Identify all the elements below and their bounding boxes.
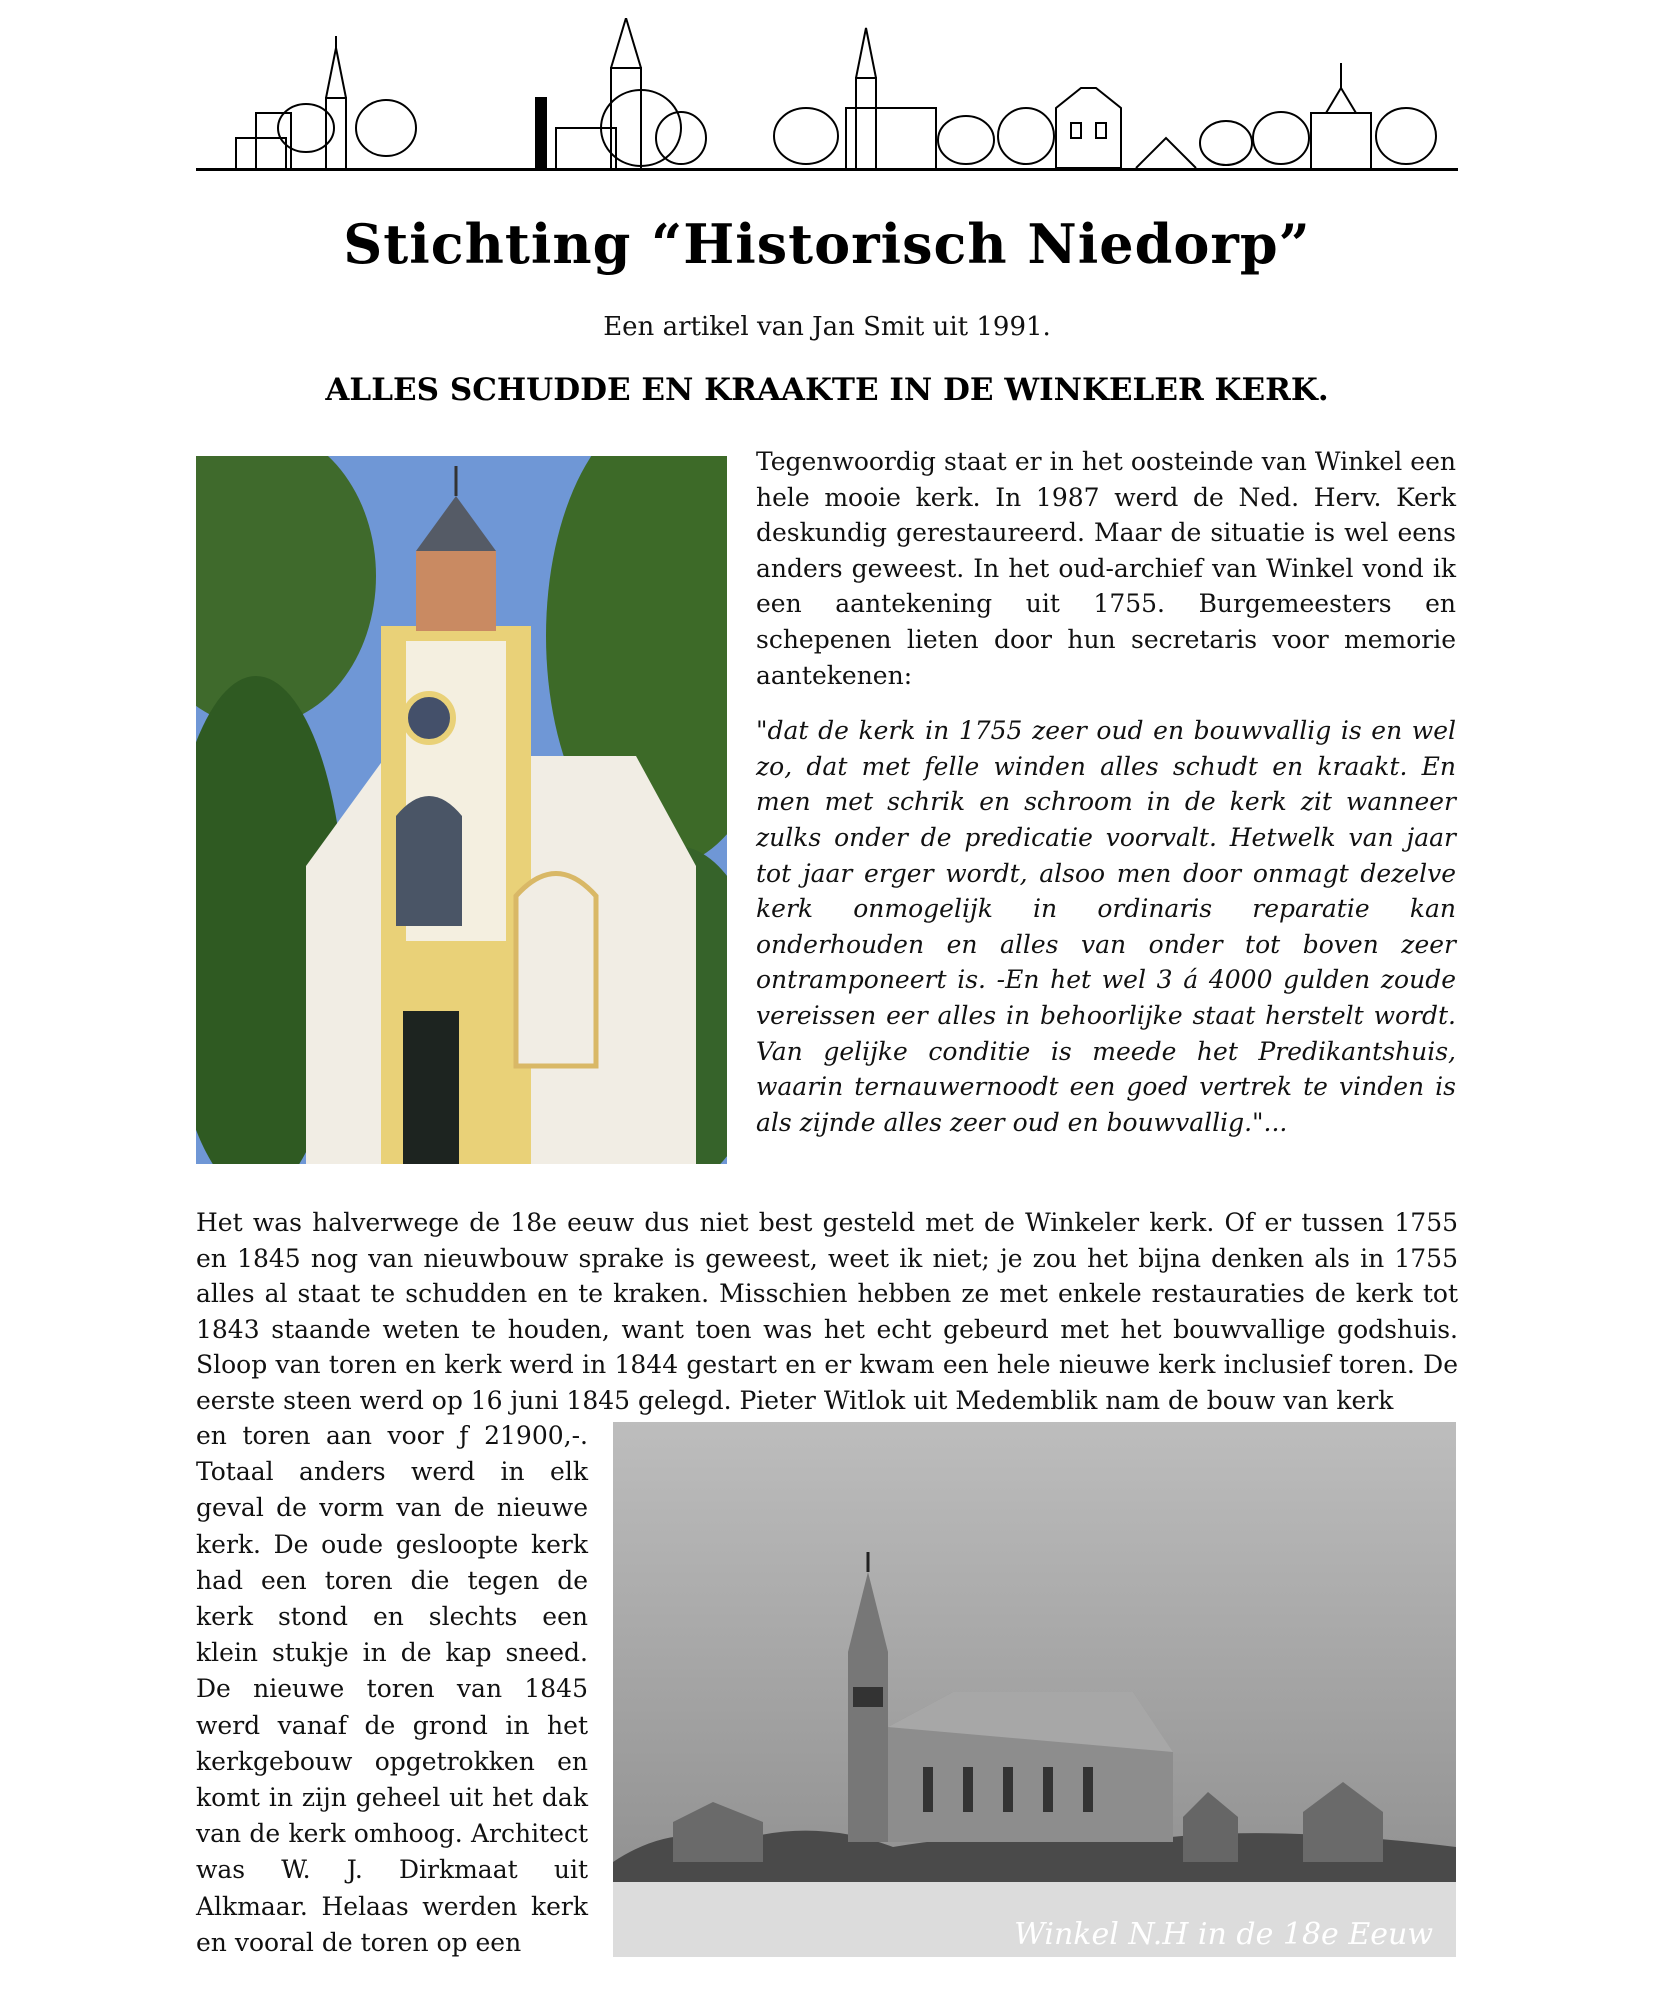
skyline-church-5	[1253, 63, 1436, 168]
skyline-church-2	[536, 18, 706, 168]
historic-drawing	[613, 1422, 1456, 1957]
article-intro: Tegenwoordig staat er in het oosteinde van Winkel een hele mooie kerk. In 1987 werd de Ned. Herv. Kerk deskundig gerestaureerd. Maar de situatie is wel eens anders geweest. In het oud-archief van Winkel vond ik een aantekening uit 1755. Burgemeesters en schepenen lieten door hun secretaris voor memorie aantekenen:	[756, 447, 1456, 690]
article-body-left: en toren aan voor ƒ 21900,-. Totaal anders werd in elk geval de vorm van de nieuwe kerk. De oude gesloopte kerk had een toren die tegen de kerk stond en slechts een klein stukje in de kap sneed. De nieuwe toren van 1845 werd vanaf de grond in het kerkgebouw opgetrokken en komt in zijn geheel uit het dak van de kerk omhoog. Architect was W. J. Dirkmaat uit Alkmaar. Helaas werden kerk en vooral de toren op een	[196, 1421, 588, 1957]
article-right-column	[756, 444, 1456, 1160]
article-byline: Een artikel van Jan Smit uit 1991.	[603, 312, 1051, 342]
skyline-house-4	[998, 88, 1252, 168]
society-title: Stichting “Historisch Niedorp”	[343, 212, 1311, 276]
village-skyline-illustration	[196, 18, 1458, 176]
article-left-column	[196, 1418, 588, 1961]
article-body-full: Het was halverwege de 18e eeuw dus niet best gesteld met de Winkeler kerk. Of er tussen 1755 en 1845 nog van nieuwbouw sprake is geweest, weet ik niet; je zou het bijna denken als in 1755 alles al staat te schudden en te kraken. Misschien hebben ze met enkele restauraties de kerk tot 1843 staande weten te houden, want toen was het echt gebeurd met het bouwvallige godshuis. Sloop van toren en kerk werd in 1844 gestart en er kwam een hele nieuwe kerk inclusief toren. De eerste steen werd op 16 juni 1845 gelegd. Pieter Witlok uit Medemblik nam de bouw van kerk	[196, 1208, 1458, 1415]
skyline-church-3	[774, 28, 994, 168]
drawing-caption: Winkel N.H in de 18e Eeuw	[1014, 1917, 1433, 1952]
document-page	[196, 0, 1458, 1993]
archive-quote: "dat de kerk in 1755 zeer oud en bouwvallig is en wel zo, dat met felle winden alles schudt en kraakt. En men met schrik en schroom in de kerk zit wanneer zulks onder de predicatie voorvalt. Hetwelk van jaar tot jaar erger wordt, alsoo men door onmagt dezelve kerk onmogelijk in ordinaris reparatie kan onderhouden en alles van onder tot boven zeer ontramponeert is. -En het wel 3 á 4000 gulden zoude vereissen eer alles in behoorlijke staat herstelt wordt. Van gelijke conditie is meede het Predikantshuis, waarin ternauwernoodt een goed vertrek te vinden is als zijnde alles zeer oud en bouwvallig."...	[756, 716, 1456, 1137]
article-full-width	[196, 1205, 1458, 1419]
article-headline: ALLES SCHUDDE EN KRAAKTE IN DE WINKELER KERK.	[325, 372, 1329, 408]
church-photo	[196, 456, 727, 1164]
skyline-church-1	[236, 36, 416, 168]
